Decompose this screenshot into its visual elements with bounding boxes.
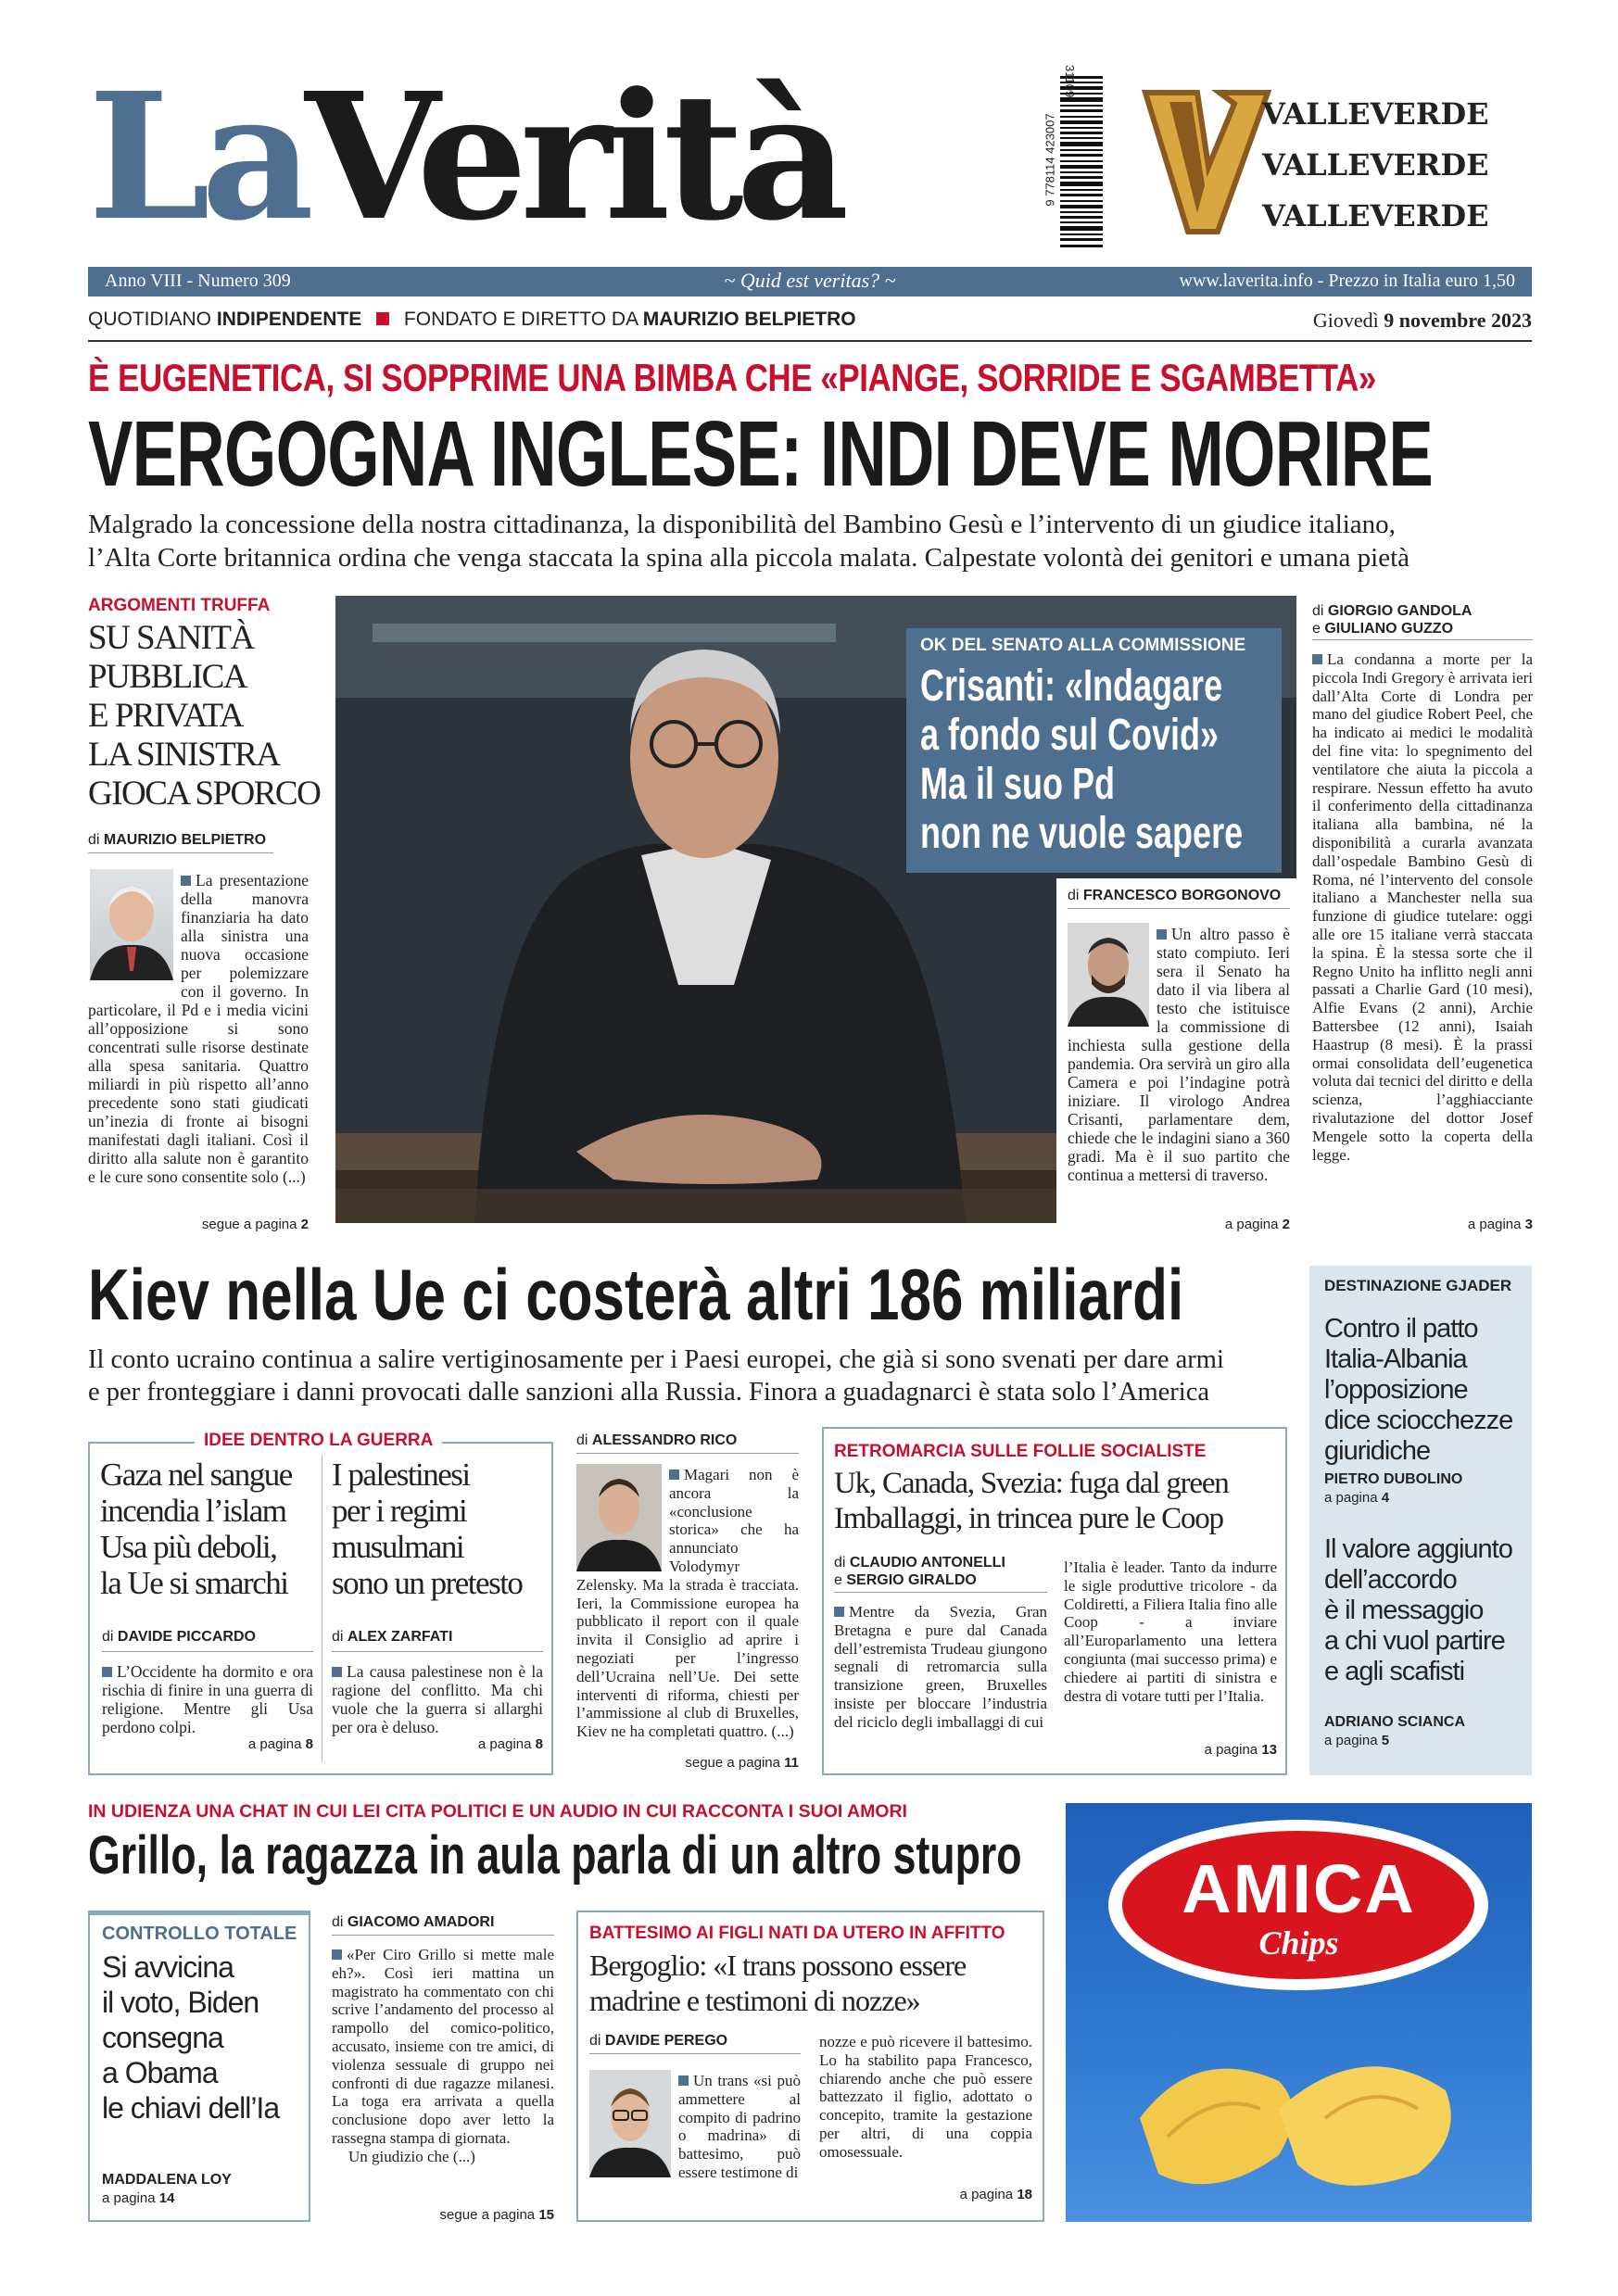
- lead-summary-line-1: Malgrado la concessione della nostra cittadinanza, la disponibilità del Bambino Gesù e l’intervento di un giudice italiano,: [88, 510, 1396, 539]
- battesimo-body-b: [819, 2033, 1032, 2162]
- right-byline: [1312, 602, 1472, 637]
- gjader-a-title-line: dice sciocchezze: [1324, 1406, 1513, 1435]
- ref-page: 13: [1261, 1742, 1277, 1758]
- byline-pre: di: [332, 1629, 344, 1645]
- retro-byline: [834, 1554, 1005, 1589]
- rico-body-text: Magari non è ancora la «conclusione storica» che ha annunciato Volodymyr Zelensky. Ma la strada è tracciata. Ieri, la Commissione europea ha pubblicato il report con il quale invita il Consiglio ad aprire i negoziati per l’ingresso dell’Ucraina nell’Ue. Dei sette interventi di riforma, chiesti per l’ammissione al club di Bruxelles, Kiev ne ha completati quattro. (...): [576, 1466, 799, 1741]
- byline-author: DAVIDE PICCARDO: [117, 1629, 256, 1645]
- valleverde-line-2: VALLEVERDE: [1262, 147, 1489, 183]
- retro-ref[interactable]: [1064, 1742, 1277, 1758]
- grillo-byline: [332, 1914, 494, 1931]
- grillo-body: [332, 1946, 554, 2166]
- controllo-ref[interactable]: [102, 2190, 174, 2206]
- retro-body-b-text: l’Italia è leader. Tanto da indurre le sigle produttive tricolore - da Coldiretti, a Filiera Italia fino alle Coop - a inviare all’Europarlamento una lettera congiunta (mai successo prima) e chiedere ai partiti di sinistra e destra di votare tutti per l’Italia.: [1064, 1558, 1277, 1705]
- byline-author: CLAUDIO ANTONELLI: [849, 1555, 1005, 1571]
- byline-author: FRANCESCO BORGONOVO: [1082, 888, 1282, 903]
- byline-pre: di: [576, 1432, 588, 1448]
- byline-author: MAURIZIO BELPIETRO: [103, 832, 267, 848]
- grillo-body-end: Un giudizio che (...): [348, 2147, 475, 2165]
- center-byline: [1068, 888, 1281, 904]
- masthead-logo: [88, 56, 876, 259]
- ref-page: 3: [1524, 1217, 1533, 1232]
- gjader-b-title-line: è il messaggio: [1324, 1596, 1484, 1625]
- ref-page: 8: [535, 1736, 543, 1752]
- issue-number: Anno VIII - Numero 309: [105, 271, 291, 291]
- kiev-summary-line-1: Il conto ucraino continua a salire vertiginosamente per i Paesi europei, che già si sono svenati per dare armi: [88, 1345, 1224, 1374]
- site-price[interactable]: www.laverita.info - Prezzo in Italia euro 1,50: [1179, 271, 1515, 291]
- idee-a-title-line: la Ue si smarchi: [100, 1565, 288, 1601]
- gjader-a-title-line: l’opposizione: [1324, 1375, 1468, 1405]
- gjader-a-title-line: giuridiche: [1324, 1436, 1431, 1466]
- controllo-title-line: consegna: [102, 2021, 223, 2054]
- retro-kicker: RETROMARCIA SULLE FOLLIE SOCIALISTE: [834, 1442, 1207, 1461]
- ref-page: 14: [158, 2190, 175, 2206]
- date: [1313, 309, 1532, 333]
- kiev-headline: Kiev nella Ue ci costerà altri 186 miliardi: [88, 1254, 1184, 1335]
- left-body-text: La presentazione della manovra finanziaria ha dato alla sinistra una nuova occasione per polemizzare con il governo. In particolare, il Pd e i media vicini all’opposizione si sono concentrati sulle risorse destinate alla spesa sanitaria. Quattro miliardi in più rispetto all’anno precedente sono stati giudicati un’inezia di fronte ai bisogni manifestati dagli italiani. Così il diritto alla salute non è garantito e le cure sono consentite solo (...): [88, 871, 309, 1186]
- logo-verita: Verità: [305, 55, 842, 259]
- left-kicker: ARGOMENTI TRUFFA: [88, 596, 271, 615]
- byline-author: GIACOMO AMADORI: [347, 1914, 495, 1930]
- center-title-line: Crisanti: «Indagare: [920, 662, 1223, 711]
- retro-title-line: Imballaggi, in trincea pure le Coop: [834, 1502, 1223, 1535]
- battesimo-body-a-text: Un trans «si può ammettere al compito di padrino o madrina» di battesimo, può essere testimone di: [678, 2072, 801, 2181]
- battesimo-kicker: BATTESIMO AI FIGLI NATI DA UTERO IN AFFITTO: [589, 1924, 1005, 1943]
- center-body: [1068, 925, 1290, 1184]
- center-title: [920, 662, 1350, 858]
- center-title-line: non ne vuole sapere: [920, 809, 1244, 858]
- ref-pre: a pagina: [477, 1736, 532, 1752]
- left-body: [88, 871, 309, 1186]
- idee-b-body: [332, 1662, 543, 1736]
- ref-pre: a pagina: [102, 2190, 156, 2206]
- byline-author: ALESSANDRO RICO: [591, 1432, 738, 1448]
- ref-pre: a pagina: [1467, 1217, 1522, 1232]
- ref-page: 4: [1381, 1490, 1390, 1506]
- gjader-a-title-line: Italia-Albania: [1324, 1344, 1467, 1374]
- controllo-author: MADDALENA LOY: [102, 2172, 232, 2188]
- ref-pre: a pagina: [1204, 1742, 1258, 1758]
- battesimo-title-line: Bergoglio: «I trans possono essere: [589, 1949, 967, 1982]
- subbar-director: MAURIZIO BELPIETRO: [642, 309, 856, 330]
- left-title-line: SU SANITÀ: [88, 619, 254, 657]
- byline-and: e: [834, 1572, 842, 1588]
- right-body-text: La condanna a morte per la piccola Indi Gregory è arrivata ieri dall’Alta Corte di Londra per mano del giudice Robert Peel, che ha indicato ai medici le modalità del fine vita: lo spegnimento del ventilatore che aiuta la piccola a respirare. Nessun effetto ha avuto il conferimento della cittadinanza italiana alla bambina, né la disponibilità a curarla avanzata dall’ospedale Bambino Gesù di Roma, né l’intervento del console italiano a Manchester nella sua funzione di giudice tutelare: oggi alle ore 15 italiane verrà staccata la spina. È la stessa sorte che il Regno Unito ha inflitto negli anni passati a Charlie Gard (10 mesi), Alfie Evans (2 anni), Archie Battersbee (12 anni), Isaiah Haastrup (8 mesi). È la prassi ormai consolidata dell’eugenetica voluta dai tecnici del diritto e della scienza, l’agghiacciante rivalutazione del dottor Josef Mengele sotto la coperta della legge.: [1312, 650, 1533, 1164]
- idee-b-title-line: per i regimi: [332, 1493, 467, 1529]
- ref-page: 5: [1381, 1733, 1390, 1748]
- ref-page: 11: [784, 1755, 799, 1771]
- subbar-indipendente: INDIPENDENTE: [216, 309, 362, 330]
- idee-b-byline: [332, 1629, 452, 1646]
- byline-author: SERGIO GIRALDO: [846, 1572, 977, 1588]
- kiev-summary-line-2: e per fronteggiare i danni provocati dalle sanzioni alla Russia. Finora a guadagnarci è stata solo l’America: [88, 1378, 1210, 1407]
- idee-b-title: [332, 1457, 522, 1601]
- idee-a-title: [100, 1457, 292, 1601]
- motto: ~ Quid est veritas? ~: [724, 269, 896, 292]
- byline-pre: di: [1068, 888, 1080, 903]
- ref-pre: a pagina: [959, 2187, 1014, 2202]
- ref-pre: a pagina: [1324, 1733, 1378, 1748]
- barcode: [1038, 65, 1105, 250]
- gjader-a-author: PIETRO DUBOLINO: [1324, 1471, 1463, 1487]
- amica-brand: AMICA: [1182, 1850, 1416, 1927]
- battesimo-title: [589, 1948, 966, 2018]
- center-title-line: a fondo sul Covid»: [920, 711, 1220, 760]
- byline-author: GIORGIO GANDOLA: [1327, 603, 1473, 619]
- byline-pre: di: [589, 2033, 601, 2049]
- gjader-b-title-line: dell’accordo: [1324, 1565, 1457, 1595]
- byline-author: ALEX ZARFATI: [347, 1629, 453, 1645]
- center-title-line: Ma il suo Pd: [920, 760, 1116, 809]
- left-title-line: E PRIVATA: [88, 697, 243, 735]
- grillo-kicker: IN UDIENZA UNA CHAT IN CUI LEI CITA POLITICI E UN AUDIO IN CUI RACCONTA I SUOI AMORI: [88, 1801, 907, 1822]
- gjader-a-title-line: Contro il patto: [1324, 1314, 1478, 1344]
- idee-b-ref[interactable]: [332, 1736, 543, 1752]
- date-value: 9 novembre 2023: [1384, 309, 1532, 332]
- byline-author: GIULIANO GUZZO: [1324, 621, 1454, 637]
- ref-page: 8: [305, 1736, 313, 1752]
- battesimo-title-line: madrine e testimoni di nozze»: [589, 1984, 920, 2017]
- crisanti-panel: [906, 628, 1282, 873]
- left-title-line: PUBBLICA: [88, 658, 246, 696]
- ad-valleverde[interactable]: [1142, 83, 1531, 241]
- byline-pre: di: [332, 1914, 344, 1930]
- amica-sub: Chips: [1258, 1924, 1339, 1962]
- ref-pre: segue a pagina: [201, 1217, 297, 1232]
- rico-body: [576, 1466, 799, 1741]
- idee-kicker: IDEE DENTRO LA GUERRA: [195, 1431, 442, 1451]
- lead-summary-line-2: l’Alta Corte britannica ordina che venga staccata la spina alla piccola malata. Calpestate volontà dei genitori e umana pietà: [88, 543, 1410, 573]
- gjader-b-title: [1324, 1534, 1512, 1687]
- battesimo-ref[interactable]: [819, 2187, 1032, 2202]
- gjader-a-ref[interactable]: [1324, 1490, 1389, 1506]
- retro-title-line: Uk, Canada, Svezia: fuga dal green: [834, 1467, 1229, 1500]
- idee-a-ref[interactable]: [102, 1736, 313, 1752]
- controllo-title-line: il voto, Biden: [102, 1986, 259, 2019]
- gjader-kicker: DESTINAZIONE GJADER: [1324, 1277, 1512, 1294]
- idee-b-body-text: La causa palestinese non è la ragione del conflitto. Ma chi vuole che la guerra si allarghi per ora è deluso.: [332, 1662, 543, 1736]
- idee-b-title-line: sono un pretesto: [332, 1565, 523, 1601]
- idee-a-byline: [102, 1629, 256, 1646]
- gjader-b-author: ADRIANO SCIANCA: [1324, 1714, 1465, 1730]
- grillo-body-text: «Per Ciro Grillo si mette male eh?». Così ieri mattina un magistrato ha commentato con chi scrive l’andamento del processo al rampollo del comico-politico, accusato, insieme con tre amici, di violenza sessuale di gruppo nei confronti di due ragazze milanesi. La toga era arrivata a quella conclusione dopo aver letto la rassegna stampa di giornata.: [332, 1946, 554, 2147]
- kiev-summary: [88, 1344, 1302, 1408]
- controllo-title: [102, 1949, 279, 2126]
- left-byline: [88, 832, 266, 849]
- ad-amica-chips[interactable]: [1066, 1803, 1532, 2222]
- byline-pre: di: [1312, 603, 1324, 619]
- gjader-b-title-line: Il valore aggiunto: [1324, 1534, 1512, 1564]
- left-title-line: GIOCA SPORCO: [88, 775, 321, 813]
- idee-a-title-line: incendia l’islam: [100, 1493, 286, 1529]
- valleverde-v-icon: [1142, 83, 1271, 241]
- right-body: [1312, 650, 1533, 1164]
- byline-pre: di: [834, 1555, 846, 1571]
- rico-byline: [576, 1432, 737, 1449]
- ref-page: 2: [1282, 1217, 1290, 1232]
- lead-kicker: È EUGENETICA, SI SOPPRIME UNA BIMBA CHE «PIANGE, SORRIDE E SGAMBETTA»: [88, 356, 1376, 399]
- sub-bar: [88, 309, 1532, 336]
- idee-b-title-line: musulmani: [332, 1529, 464, 1565]
- gjader-b-title-line: a chi vuol partire: [1324, 1626, 1505, 1656]
- retro-body-b: [1064, 1558, 1277, 1705]
- barcode-issue: 31109: [1063, 65, 1077, 98]
- byline-pre: di: [102, 1629, 114, 1645]
- ref-page: 15: [538, 2207, 554, 2223]
- battesimo-body-b-text: nozze e può ricevere il battesimo. Lo ha stabilito papa Francesco, chiarendo anche che può essere battezzato il figlio, adottato o concepito, tramite la gestazione per altri, di una coppia omosessuale.: [819, 2033, 1032, 2161]
- subbar-fondato: FONDATO E DIRETTO DA: [403, 309, 638, 330]
- retro-title: [834, 1466, 1229, 1536]
- logo-la: La: [88, 55, 306, 259]
- grillo-ref[interactable]: [332, 2207, 554, 2223]
- byline-and: e: [1312, 621, 1321, 637]
- battesimo-body-a: [589, 2072, 801, 2182]
- ref-pre: a pagina: [1324, 1490, 1378, 1506]
- idee-a-title-line: Gaza nel sangue: [100, 1457, 292, 1493]
- byline-author: DAVIDE PEREGO: [604, 2033, 728, 2049]
- red-square-icon: [376, 312, 389, 325]
- controllo-title-line: a Obama: [102, 2056, 218, 2089]
- center-ref[interactable]: [1068, 1217, 1290, 1232]
- motto-text: Quid est veritas?: [739, 269, 880, 292]
- valleverde-line-3: VALLEVERDE: [1262, 198, 1489, 233]
- ref-pre: a pagina: [1224, 1217, 1279, 1232]
- gjader-b-title-line: e agli scafisti: [1324, 1657, 1465, 1686]
- controllo-kicker: CONTROLLO TOTALE: [102, 1924, 297, 1944]
- ref-pre: a pagina: [247, 1736, 302, 1752]
- info-bar: [88, 267, 1532, 296]
- retro-body-a: [834, 1603, 1047, 1732]
- controllo-title-line: Si avvicina: [102, 1950, 234, 1984]
- ref-page: 2: [300, 1217, 309, 1232]
- gjader-panel: [1309, 1266, 1532, 1775]
- idee-a-body-text: L’Occidente ha dormito e ora rischia di finire in una guerra di religione. Mentre gli Usa perdono colpi.: [102, 1662, 313, 1736]
- date-day: Giovedì: [1312, 309, 1379, 332]
- barcode-digits: 9 778114 423007: [1043, 113, 1057, 207]
- valleverde-line-1: VALLEVERDE: [1262, 96, 1489, 132]
- idee-a-title-line: Usa più deboli,: [100, 1529, 277, 1565]
- idee-b-title-line: I palestinesi: [332, 1457, 470, 1493]
- left-title: [88, 619, 320, 814]
- lead-summary: [88, 508, 1534, 574]
- subbar-quotidiano: QUOTIDIANO: [88, 309, 212, 330]
- center-kicker: OK DEL SENATO ALLA COMMISSIONE: [920, 636, 1246, 655]
- grillo-headline: Grillo, la ragazza in aula parla di un altro stupro: [88, 1825, 1022, 1886]
- left-ref[interactable]: [88, 1217, 309, 1232]
- gjader-b-ref[interactable]: [1324, 1733, 1389, 1748]
- rico-ref[interactable]: [576, 1755, 799, 1771]
- lead-headline: VERGOGNA INGLESE: INDI DEVE MORIRE: [88, 402, 1434, 506]
- retro-body-a-text: Mentre da Svezia, Gran Bretagna e pure dal Canada dell’estremista Trudeau giungono segnali di retromarcia sulla transizione green, Bruxelles insiste per bloccare l’industria del riciclo degli imballaggi di cui: [834, 1603, 1047, 1731]
- center-body-text: Un altro passo è stato compiuto. Ieri sera il Senato ha dato il via libera al testo che istituisce la commissione di inchiesta sulla gestione della pandemia. Ora servirà un giro alla Camera e poi l’indagine potrà iniziare. Il virologo Andrea Crisanti, parlamentare dem, chiede che le indagini siano a 360 gradi. Ma è il suo partito che continua a mettersi di traverso.: [1068, 925, 1290, 1184]
- gjader-a-title: [1324, 1314, 1512, 1467]
- ref-pre: segue a pagina: [685, 1755, 780, 1771]
- ref-pre: segue a pagina: [439, 2207, 536, 2223]
- controllo-title-line: le chiavi dell’Ia: [102, 2091, 280, 2125]
- byline-pre: di: [88, 832, 100, 848]
- left-title-line: LA SINISTRA: [88, 736, 280, 774]
- idee-a-body: [102, 1662, 313, 1736]
- battesimo-byline: [589, 2033, 727, 2050]
- ref-page: 18: [1017, 2187, 1032, 2202]
- right-ref[interactable]: [1312, 1217, 1533, 1232]
